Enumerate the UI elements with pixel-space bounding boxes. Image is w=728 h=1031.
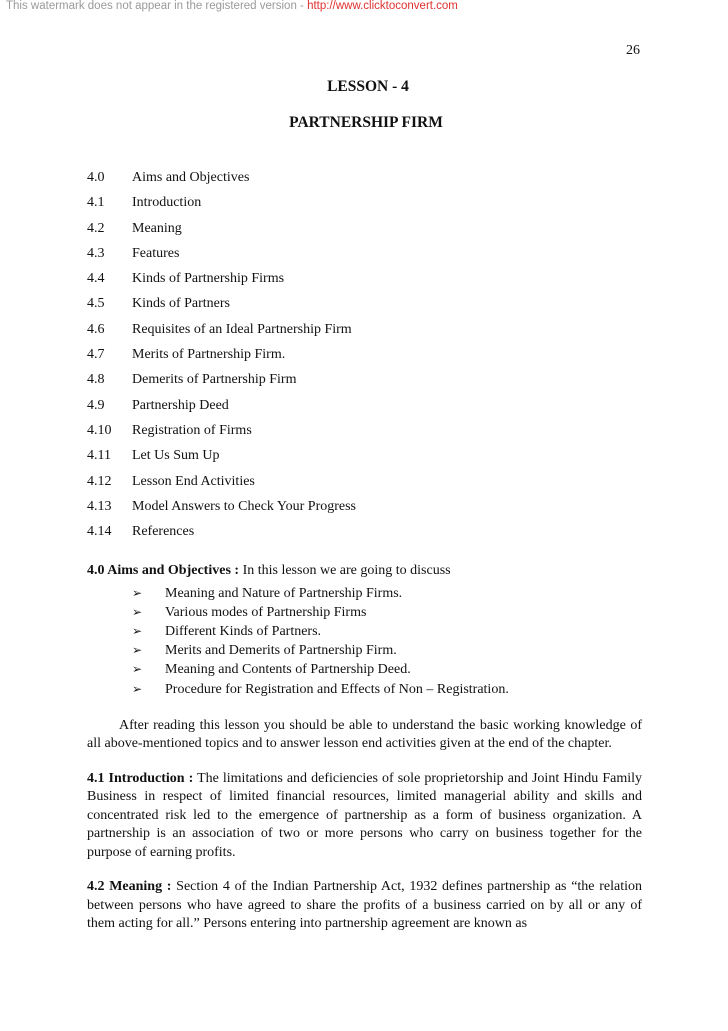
- toc-item: [87, 220, 647, 245]
- introduction-paragraph: [87, 770, 642, 863]
- toc-title: Partnership Deed: [132, 397, 229, 413]
- list-item: [132, 622, 642, 641]
- toc-item: [87, 270, 647, 295]
- toc-item: [87, 346, 647, 371]
- list-item: [132, 680, 642, 699]
- toc-title: Model Answers to Check Your Progress: [132, 498, 356, 514]
- toc-item: [87, 397, 647, 422]
- page-number: 26: [626, 43, 640, 58]
- lesson-number: LESSON - 4: [327, 78, 409, 95]
- introduction-heading: 4.1 Introduction :: [87, 770, 194, 786]
- watermark-message: This watermark does not appear in the registered version -: [6, 0, 308, 12]
- lesson-title: PARTNERSHIP FIRM: [289, 114, 443, 131]
- list-item: [132, 584, 642, 603]
- toc-item: [87, 169, 647, 194]
- watermark-link[interactable]: http://www.clicktoconvert.com: [307, 0, 458, 12]
- watermark-text: [6, 0, 458, 12]
- toc-number: 4.10: [87, 422, 112, 438]
- list-item: [132, 660, 642, 679]
- toc-item: [87, 371, 647, 396]
- toc-number: 4.0: [87, 170, 105, 185]
- toc-item: [87, 523, 647, 548]
- bullet-text: Meaning and Nature of Partnership Firms.: [165, 585, 403, 601]
- aims-heading: 4.0 Aims and Objectives :: [87, 563, 240, 578]
- bullet-text: Various modes of Partnership Firms: [165, 604, 367, 620]
- after-reading-paragraph: After reading this lesson you should be able to understand the basic working knowledge of all above-mentioned topics and to answer lesson end activities given at the end of the chapter.: [87, 717, 642, 752]
- toc-number: 4.14: [87, 524, 112, 540]
- toc-title: Features: [132, 245, 180, 261]
- toc-number: 4.8: [87, 372, 105, 388]
- toc-title: References: [132, 524, 195, 540]
- list-item: [132, 603, 642, 622]
- bullet-text: Different Kinds of Partners.: [165, 623, 322, 639]
- arrow-bullet-icon: ➢: [132, 681, 143, 696]
- meaning-text: Section 4 of the Indian Partnership Act, 1932 defines partnership as “the relation between persons who have agreed to share the profits of a business carried on by all or any of them acting for all.” Persons entering into partnership agreement are known as: [87, 879, 642, 932]
- introduction-text: The limitations and deficiencies of sole proprietorship and Joint Hindu Family Business in respect of limited financial resources, limited managerial ability and skills and concentrated risk led to the emergence of partnership as a form of business organization. A partnership is an association of two or more persons who carry on business together for the purpose of earning profits.: [87, 770, 642, 860]
- toc-title: Kinds of Partners: [132, 296, 230, 312]
- toc-item: [87, 295, 647, 320]
- toc-number: 4.4: [87, 271, 105, 287]
- arrow-bullet-icon: ➢: [132, 604, 143, 619]
- arrow-bullet-icon: ➢: [132, 585, 143, 600]
- toc-item: [87, 194, 647, 219]
- arrow-bullet-icon: ➢: [132, 643, 143, 658]
- lesson-body: [87, 562, 642, 934]
- aims-section: [87, 562, 642, 581]
- toc-title: Aims and Objectives: [132, 170, 250, 185]
- toc-title: Registration of Firms: [132, 422, 252, 438]
- arrow-bullet-icon: ➢: [132, 623, 143, 638]
- toc-number: 4.11: [87, 448, 111, 464]
- toc-item: [87, 321, 647, 346]
- bullet-text: Meaning and Contents of Partnership Deed.: [165, 662, 411, 678]
- toc-number: 4.5: [87, 296, 105, 312]
- toc-number: 4.12: [87, 473, 112, 489]
- meaning-paragraph: [87, 878, 642, 934]
- aims-bullet-list: [87, 584, 642, 699]
- bullet-text: Procedure for Registration and Effects of Non – Registration.: [165, 681, 509, 697]
- toc-number: 4.7: [87, 347, 105, 363]
- table-of-contents: [87, 169, 647, 548]
- toc-number: 4.9: [87, 397, 105, 413]
- toc-title: Kinds of Partnership Firms: [132, 271, 285, 287]
- toc-number: 4.13: [87, 498, 112, 514]
- toc-title: Merits of Partnership Firm.: [132, 347, 286, 363]
- toc-number: 4.1: [87, 195, 105, 211]
- toc-title: Requisites of an Ideal Partnership Firm: [132, 321, 352, 337]
- toc-item: [87, 473, 647, 498]
- toc-number: 4.3: [87, 245, 105, 261]
- toc-title: Meaning: [132, 220, 182, 236]
- toc-item: [87, 422, 647, 447]
- toc-item: [87, 447, 647, 472]
- toc-number: 4.6: [87, 321, 105, 337]
- bullet-text: Merits and Demerits of Partnership Firm.: [165, 643, 397, 659]
- toc-title: Introduction: [132, 195, 202, 211]
- toc-title: Lesson End Activities: [132, 473, 255, 489]
- toc-title: Let Us Sum Up: [132, 448, 220, 464]
- meaning-heading: 4.2 Meaning :: [87, 879, 172, 895]
- toc-item: [87, 245, 647, 270]
- toc-number: 4.2: [87, 220, 105, 236]
- toc-item: [87, 498, 647, 523]
- arrow-bullet-icon: ➢: [132, 662, 143, 677]
- list-item: [132, 641, 642, 660]
- aims-lead: In this lesson we are going to discuss: [239, 563, 451, 578]
- toc-title: Demerits of Partnership Firm: [132, 372, 297, 388]
